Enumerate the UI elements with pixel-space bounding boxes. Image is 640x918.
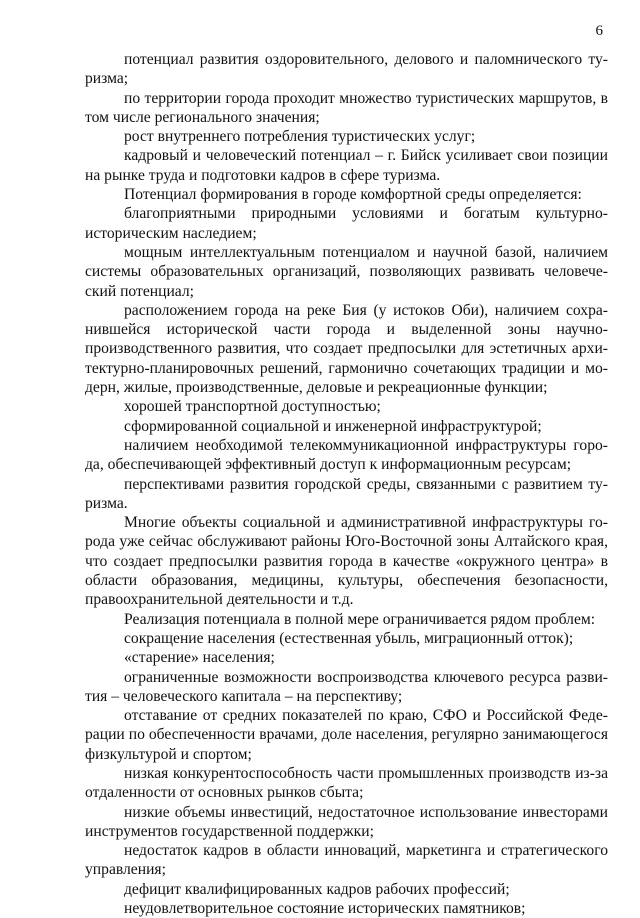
paragraph: Потенциал формирования в городе комфортной среды определяется: bbox=[124, 186, 582, 204]
paragraph: низкие объемы инвестиций, недостаточное использование инвесторами инструментов государственной поддержки; bbox=[85, 803, 608, 840]
page-number: 6 bbox=[595, 23, 603, 39]
paragraph: Многие объекты социальной и административной инфраструктуры города уже сейчас обслуживают районы Юго-Восточной зоны Алтайского края, что создает предпосылки развития города в качестве «окружного центра» в области образования, медицины, культуры, обеспечения безопасности, правоохранительной деятельности и т.д. bbox=[85, 514, 608, 609]
paragraph: дефицит квалифицированных кадров рабочих профессий; bbox=[124, 880, 510, 898]
paragraph: мощным интеллектуальным потенциалом и научной базой, наличием системы образовательных организаций, позволяющих развивать человеческий потенциал; bbox=[85, 243, 608, 300]
paragraph: ограниченные возможности воспроизводства ключевого ресурса развития – человеческого капитала – на перспективу; bbox=[85, 668, 608, 705]
paragraph: отставание от средних показателей по краю, СФО и Российской Федерации по обеспеченности врачами, доле населения, регулярно занимающегося физкультурой и спортом; bbox=[85, 707, 608, 763]
paragraph: наличием необходимой телекоммуникационной инфраструктуры города, обеспечивающей эффективный доступ к информационным ресурсам; bbox=[85, 436, 608, 474]
paragraph: «старение» населения; bbox=[124, 649, 275, 667]
paragraph: Реализация потенциала в полной мере ограничивается рядом проблем: bbox=[124, 610, 596, 628]
paragraph: недостаток кадров в области инноваций, маркетинга и стратегического управления; bbox=[85, 842, 608, 879]
paragraph: сокращение населения (естественная убыль, миграционный отток); bbox=[124, 629, 574, 647]
paragraph: благоприятными природными условиями и богатым культурно-историческим наследием; bbox=[85, 205, 608, 242]
paragraph: хорошей транспортной доступностью; bbox=[124, 398, 381, 416]
paragraph: низкая конкурентоспособность части промышленных производств из-за отдаленности от основных рынков сбыта; bbox=[85, 764, 608, 802]
paragraph: перспективами развития городской среды, связанными с развитием туризма. bbox=[85, 475, 608, 512]
paragraph: расположением города на реке Бия (у истоков Оби), наличием сохранившейся исторической части города и выделенной зоны научно-производственного развития, что создает предпосылки для эстетичных архитектурно-планировочных решений, гармонично сочетающих традиции и модерн, жилые, производственные, деловые и рекреационные функции; bbox=[85, 301, 608, 397]
paragraph: сформированной социальной и инженерной инфраструктурой; bbox=[124, 417, 542, 435]
paragraph: рост внутреннего потребления туристических услуг; bbox=[124, 128, 476, 146]
paragraph: неудовлетворительное состояние исторических памятников; bbox=[124, 900, 526, 918]
paragraph: кадровый и человеческий потенциал – г. Бийск усиливает свои позиции на рынке труда и подготовки кадров в сфере туризма. bbox=[85, 147, 608, 184]
paragraph: по территории города проходит множество туристических маршрутов, в том числе регионального значения; bbox=[85, 89, 608, 126]
paragraph: потенциал развития оздоровительного, делового и паломнического туризма; bbox=[85, 51, 608, 88]
body-text bbox=[85, 50, 608, 918]
